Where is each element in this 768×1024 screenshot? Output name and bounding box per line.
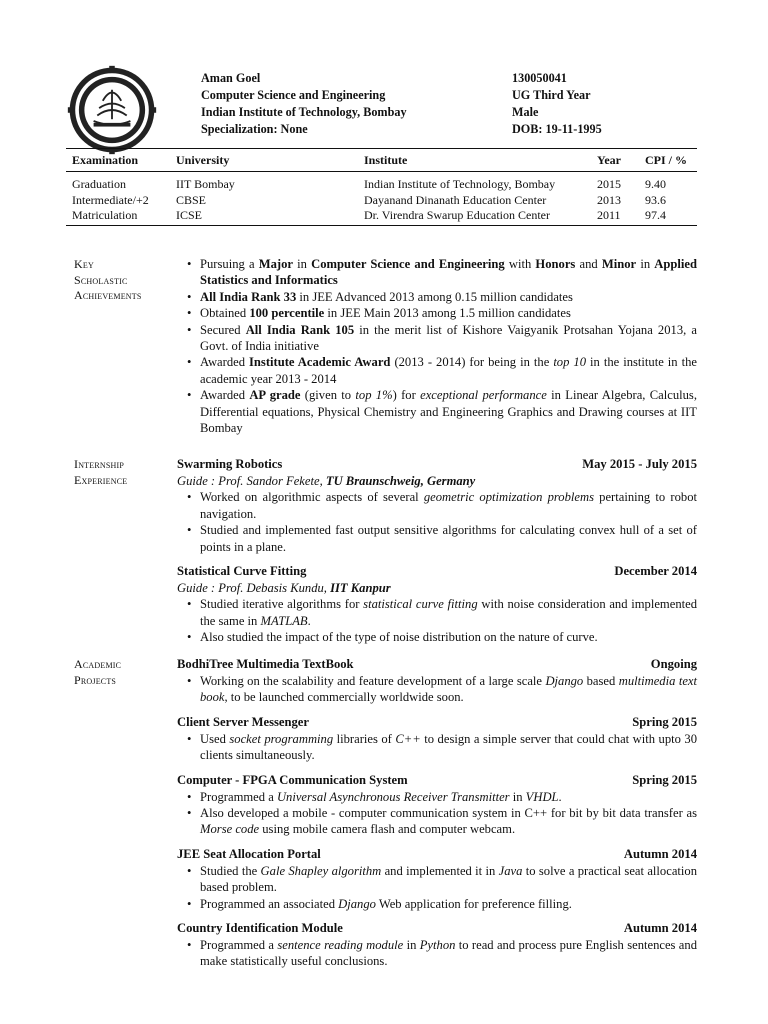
section-title-line: Internship — [74, 457, 124, 471]
section-title-line: Achievements — [74, 288, 142, 302]
entry-title: Client Server Messenger — [177, 714, 309, 729]
list-item: • Working on the scalability and feature development of a large scale Django based multimedia text book, to be launched commercially worldwide soon. — [177, 673, 697, 706]
table-cell: ICSE — [176, 208, 203, 222]
roll-number: 130050041 — [512, 71, 567, 85]
section-title-line: Projects — [74, 672, 117, 687]
table-body — [66, 172, 697, 223]
section-title-line: Key — [74, 257, 94, 271]
table-rule — [66, 225, 697, 226]
table-cell: IIT Bombay — [176, 177, 235, 191]
section-scholastic — [177, 256, 697, 436]
table-header-row — [66, 149, 697, 171]
table-cell: Intermediate/+2 — [72, 192, 149, 207]
list-item: • Programmed an associated Django Web application for preference filling. — [177, 896, 697, 912]
table-row — [66, 192, 697, 208]
table-cell: CBSE — [176, 192, 207, 207]
entry-date: Autumn 2014 — [623, 921, 697, 936]
entry-date: May 2015 - July 2015 — [582, 457, 697, 471]
entry-header — [177, 920, 697, 937]
entry-guide: Guide : Prof. Sandor Fekete, TU Braunschweig, Germany — [177, 474, 476, 488]
academic-year: UG Third Year — [512, 88, 591, 102]
entry-date: Spring 2015 — [632, 714, 697, 729]
entry-date: Autumn 2014 — [623, 846, 697, 861]
date-of-birth: DOB: 19-11-1995 — [512, 122, 602, 136]
table-cell: Dayanand Dinanath Education Center — [364, 192, 547, 207]
list-item: • All India Rank 33 in JEE Advanced 2013 among 0.15 million candidates — [177, 289, 697, 305]
section-title-internship — [74, 457, 127, 488]
candidate-name: Aman Goel — [201, 71, 261, 85]
entry-title: BodhiTree Multimedia TextBook — [177, 657, 354, 671]
table-cell: Matriculation — [72, 208, 138, 222]
header-left — [201, 70, 407, 138]
entry-header — [177, 656, 697, 673]
col-cpi: CPI / % — [645, 153, 687, 167]
institute-name: Indian Institute of Technology, Bombay — [201, 105, 407, 119]
table-cell: 9.40 — [645, 177, 666, 191]
entry-guide: Guide : Prof. Debasis Kundu, IIT Kanpur — [177, 581, 391, 596]
iit-bombay-logo-icon — [66, 64, 158, 156]
section-internship — [177, 456, 697, 646]
gender: Male — [512, 105, 539, 119]
section-title-scholastic — [74, 257, 142, 304]
list-item: • Studied the Gale Shapley algorithm and implemented it in Java to solve a practical seat allocation based problem. — [177, 863, 697, 896]
list-item: • Obtained 100 percentile in JEE Main 2013 among 1.5 million candidates — [177, 305, 697, 321]
entry-header — [177, 714, 697, 731]
table-cell: 93.6 — [645, 192, 666, 207]
list-item: • Programmed a Universal Asynchronous Receiver Transmitter in VHDL. — [177, 789, 697, 805]
section-projects — [177, 656, 697, 970]
specialization: Specialization: None — [201, 122, 308, 136]
list-item: • Studied and implemented fast output sensitive algorithms for calculating convex hull of a set of points in a plane. — [177, 522, 697, 555]
list-item: • Awarded AP grade (given to top 1%) for exceptional performance in Linear Algebra, Calculus, Differential equations, Physical Chemistry and Engineering Graphics and Drawing courses at IIT Bombay — [177, 387, 697, 436]
table-row — [66, 207, 697, 223]
table-cell: 2015 — [597, 177, 621, 191]
entry-date: Ongoing — [650, 657, 697, 671]
entry-date: December 2014 — [614, 564, 697, 579]
table-cell: Indian Institute of Technology, Bombay — [364, 177, 556, 191]
header-right — [512, 70, 602, 138]
list-item: • Pursuing a Major in Computer Science and Engineering with Honors and Minor in Applied Statistics and Informatics — [177, 256, 697, 289]
table-cell: 2013 — [597, 192, 621, 207]
section-title-line: Academic — [74, 657, 122, 671]
entry-header — [177, 563, 697, 580]
entry-header — [177, 772, 697, 789]
section-title-projects — [74, 657, 121, 688]
entry-title: Statistical Curve Fitting — [177, 564, 307, 579]
entry-date: Spring 2015 — [632, 772, 697, 787]
table-cell: 2011 — [597, 208, 621, 222]
list-item: • Used socket programming libraries of C++ to design a simple server that could chat with upto 30 clients simultaneously. — [177, 731, 697, 764]
list-item: • Also studied the impact of the type of noise distribution on the nature of curve. — [177, 629, 697, 645]
col-year: Year — [597, 153, 621, 167]
list-item: • Worked on algorithmic aspects of several geometric optimization problems pertaining to robot navigation. — [177, 489, 697, 522]
education-table — [66, 148, 697, 226]
list-item: • Awarded Institute Academic Award (2013 - 2014) for being in the top 10 in the institute in the academic year 2013 - 2014 — [177, 354, 697, 387]
col-examination: Examination — [72, 153, 139, 167]
entry-header — [177, 456, 697, 473]
entry-title: Computer - FPGA Communication System — [177, 772, 408, 787]
list-item: • Also developed a mobile - computer communication system in C++ for bit by bit data transfer as Morse code using mobile camera flash and computer webcam. — [177, 805, 697, 838]
table-cell: Dr. Virendra Swarup Education Center — [364, 208, 551, 222]
list-item: • Secured All India Rank 105 in the merit list of Kishore Vaigyanik Protsahan Yojana 2013, a Govt. of India initiative — [177, 322, 697, 355]
col-institute: Institute — [364, 153, 408, 167]
list-item: • Studied iterative algorithms for statistical curve fitting with noise consideration and implemented the same in MATLAB. — [177, 596, 697, 629]
entry-title: Swarming Robotics — [177, 457, 283, 471]
department: Computer Science and Engineering — [201, 88, 386, 102]
table-row — [66, 176, 697, 192]
section-title-line: Experience — [74, 472, 128, 487]
entry-header — [177, 846, 697, 863]
col-university: University — [176, 153, 230, 167]
table-cell: 97.4 — [645, 208, 666, 222]
section-title-line: Scholastic — [74, 272, 128, 287]
list-item: • Programmed a sentence reading module in Python to read and process pure English sentences and make statistically useful conclusions. — [177, 937, 697, 970]
table-cell: Graduation — [72, 177, 126, 191]
entry-title: JEE Seat Allocation Portal — [177, 846, 321, 861]
entry-title: Country Identification Module — [177, 921, 343, 936]
